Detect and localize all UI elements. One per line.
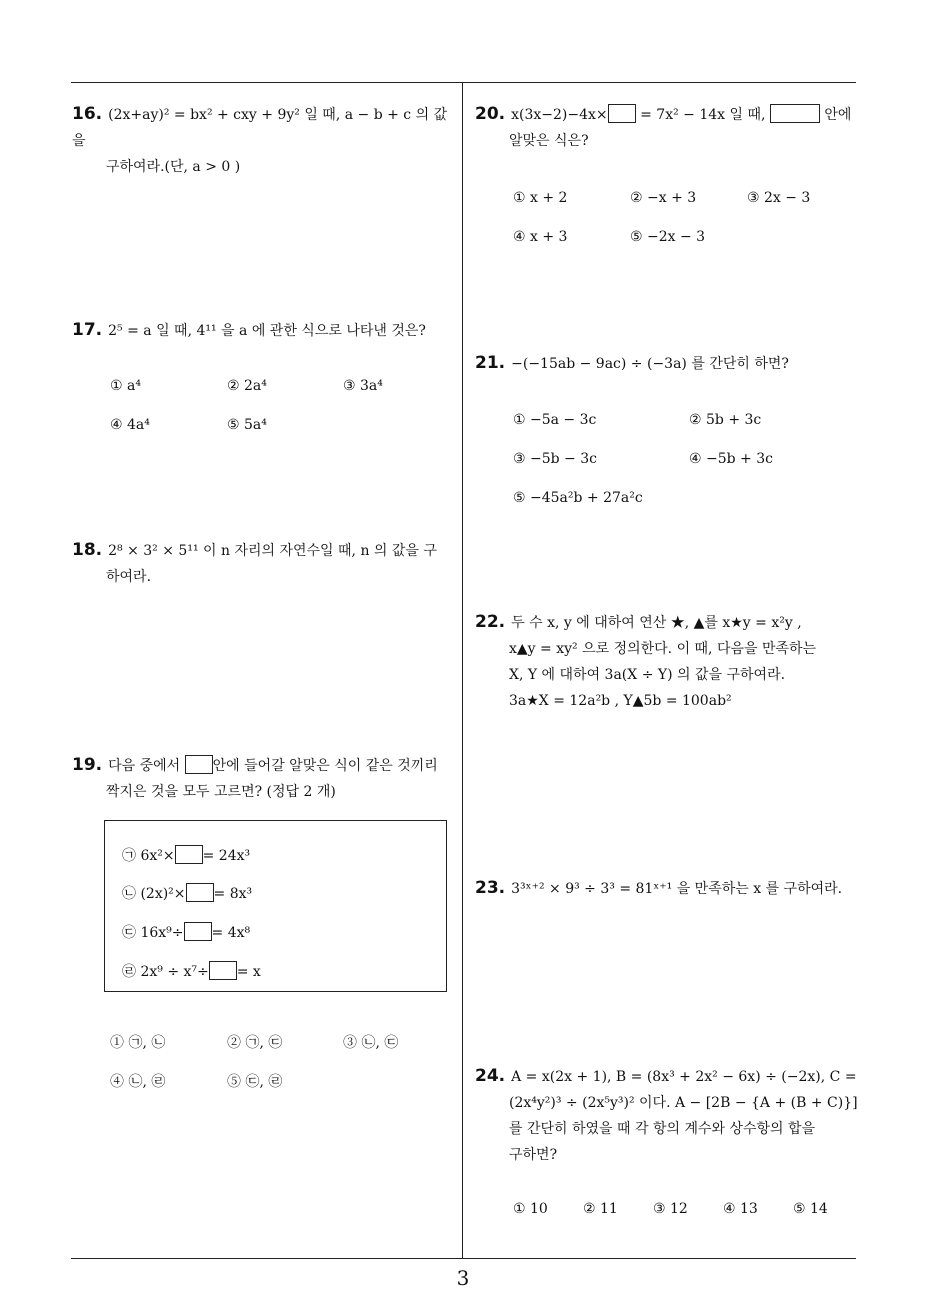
- option-3[interactable]: ③ 2x − 3: [747, 190, 811, 206]
- question-text: (2x⁴y²)³ ÷ (2x⁵y³)² 이다. A − [2B − {A + (B + C)}]: [509, 1095, 858, 1111]
- option-4[interactable]: ④ −5b + 3c: [689, 451, 773, 467]
- column-divider: [462, 83, 463, 1259]
- question-22: [475, 609, 860, 714]
- question-16: [72, 101, 457, 180]
- question-number: 17.: [72, 320, 103, 340]
- question-text: 하여라.: [106, 569, 152, 585]
- answer-blank-box: [608, 104, 636, 123]
- question-number: 16.: [72, 104, 103, 124]
- question-text: −(−15ab − 9ac) ÷ (−3a) 를 간단히 하면?: [511, 356, 789, 372]
- condition-equation: 3a★X = 12a²b , Y▲5b = 100ab²: [509, 693, 732, 709]
- option-1[interactable]: ① 10: [513, 1201, 548, 1217]
- question-text: 두 수 x, y 에 대하여 연산 ★, ▲를 x★y = x²y ,: [511, 615, 802, 631]
- answer-blank-box: [184, 922, 212, 941]
- question-text: 짝지은 것을 모두 고르면? (정답 2 개): [106, 784, 336, 800]
- page-number: 3: [456, 1266, 470, 1290]
- question-20: [475, 101, 860, 154]
- question-19: [72, 752, 457, 805]
- question-text: X, Y 에 대하여 3a(X ÷ Y) 의 값을 구하여라.: [509, 667, 786, 683]
- question-number: 20.: [475, 104, 506, 124]
- expression-left: ㉠ 6x²×: [122, 848, 175, 864]
- question-text: 알맞은 식은?: [509, 133, 589, 149]
- question-24: [475, 1063, 860, 1168]
- option-3[interactable]: ③ −5b − 3c: [513, 451, 597, 467]
- option-2[interactable]: ② 11: [583, 1201, 618, 1217]
- option-4[interactable]: ④ ㉡, ㉣: [110, 1074, 166, 1090]
- question-text: 구하여라.(단, a > 0 ): [106, 159, 241, 175]
- question-text: 3³ˣ⁺² × 9³ ÷ 3³ = 81ˣ⁺¹ 을 만족하는 x 를 구하여라.: [511, 881, 843, 897]
- expression-left: ㉡ (2x)²×: [122, 886, 186, 902]
- option-3[interactable]: ③ 3a⁴: [343, 378, 383, 394]
- question-number: 22.: [475, 612, 506, 632]
- question-number: 24.: [475, 1066, 506, 1086]
- expression-box: [104, 820, 447, 992]
- top-rule: [71, 82, 856, 83]
- question-text: 안에 들어갈 알맞은 식이 같은 것끼리: [212, 758, 438, 774]
- expression-right: = 8x³: [213, 886, 253, 902]
- question-number: 23.: [475, 878, 506, 898]
- question-text: x(3x−2)−4x×: [511, 107, 608, 123]
- option-3[interactable]: ③ 12: [653, 1201, 688, 1217]
- question-text: 구하면?: [509, 1147, 558, 1163]
- option-4[interactable]: ④ 4a⁴: [110, 417, 150, 433]
- option-4[interactable]: ④ 13: [723, 1201, 758, 1217]
- question-number: 19.: [72, 755, 103, 775]
- option-2[interactable]: ② −x + 3: [630, 190, 697, 206]
- question-text: 안에: [824, 107, 852, 123]
- expression-right: = x: [236, 964, 261, 980]
- option-2[interactable]: ② 2a⁴: [227, 378, 267, 394]
- option-1[interactable]: ① ㉠, ㉡: [110, 1035, 166, 1051]
- bottom-rule: [71, 1258, 856, 1259]
- option-1[interactable]: ① x + 2: [513, 190, 568, 206]
- answer-blank-box: [770, 104, 820, 123]
- question-text: (2x+ay)² = bx² + cxy + 9y² 일 때, a − b + c 의 값을: [72, 107, 448, 149]
- question-text: 2⁵ = a 일 때, 4¹¹ 을 a 에 관한 식으로 나타낸 것은?: [108, 323, 426, 339]
- question-21: [475, 350, 860, 377]
- option-1[interactable]: ① −5a − 3c: [513, 412, 597, 428]
- question-text: x▲y = xy² 으로 정의한다. 이 때, 다음을 만족하는: [509, 641, 817, 657]
- expression-left: ㉣ 2x⁹ ÷ x⁷÷: [122, 964, 209, 980]
- option-5[interactable]: ⑤ −2x − 3: [630, 229, 706, 245]
- answer-blank-box: [186, 883, 214, 902]
- question-23: [475, 875, 860, 902]
- expression-item: [122, 883, 252, 903]
- question-text: A = x(2x + 1), B = (8x³ + 2x² − 6x) ÷ (−2x), C =: [511, 1069, 857, 1085]
- question-text: 2⁸ × 3² × 5¹¹ 이 n 자리의 자연수일 때, n 의 값을 구: [108, 543, 437, 559]
- question-text: = 7x² − 14x 일 때,: [640, 107, 766, 123]
- question-18: [72, 537, 457, 590]
- option-2[interactable]: ② 5b + 3c: [689, 412, 762, 428]
- expression-item: [122, 845, 250, 865]
- answer-blank-box: [209, 961, 237, 980]
- answer-blank-box: [185, 755, 213, 774]
- option-4[interactable]: ④ x + 3: [513, 229, 568, 245]
- option-5[interactable]: ⑤ ㉢, ㉣: [227, 1074, 283, 1090]
- expression-item: [122, 922, 250, 942]
- question-text: 다음 중에서: [108, 758, 181, 774]
- option-5[interactable]: ⑤ 5a⁴: [227, 417, 267, 433]
- option-1[interactable]: ① a⁴: [110, 378, 141, 394]
- answer-blank-box: [175, 845, 203, 864]
- question-number: 21.: [475, 353, 506, 373]
- expression-item: [122, 961, 261, 981]
- option-5[interactable]: ⑤ 14: [793, 1201, 828, 1217]
- question-17: [72, 317, 457, 344]
- option-2[interactable]: ② ㉠, ㉢: [227, 1035, 283, 1051]
- question-text: 를 간단히 하였을 때 각 항의 계수와 상수항의 합을: [509, 1121, 816, 1137]
- expression-right: = 24x³: [202, 848, 251, 864]
- question-number: 18.: [72, 540, 103, 560]
- expression-left: ㉢ 16x⁹÷: [122, 925, 184, 941]
- option-3[interactable]: ③ ㉡, ㉢: [343, 1035, 399, 1051]
- option-5[interactable]: ⑤ −45a²b + 27a²c: [513, 490, 643, 506]
- expression-right: = 4x⁸: [211, 925, 251, 941]
